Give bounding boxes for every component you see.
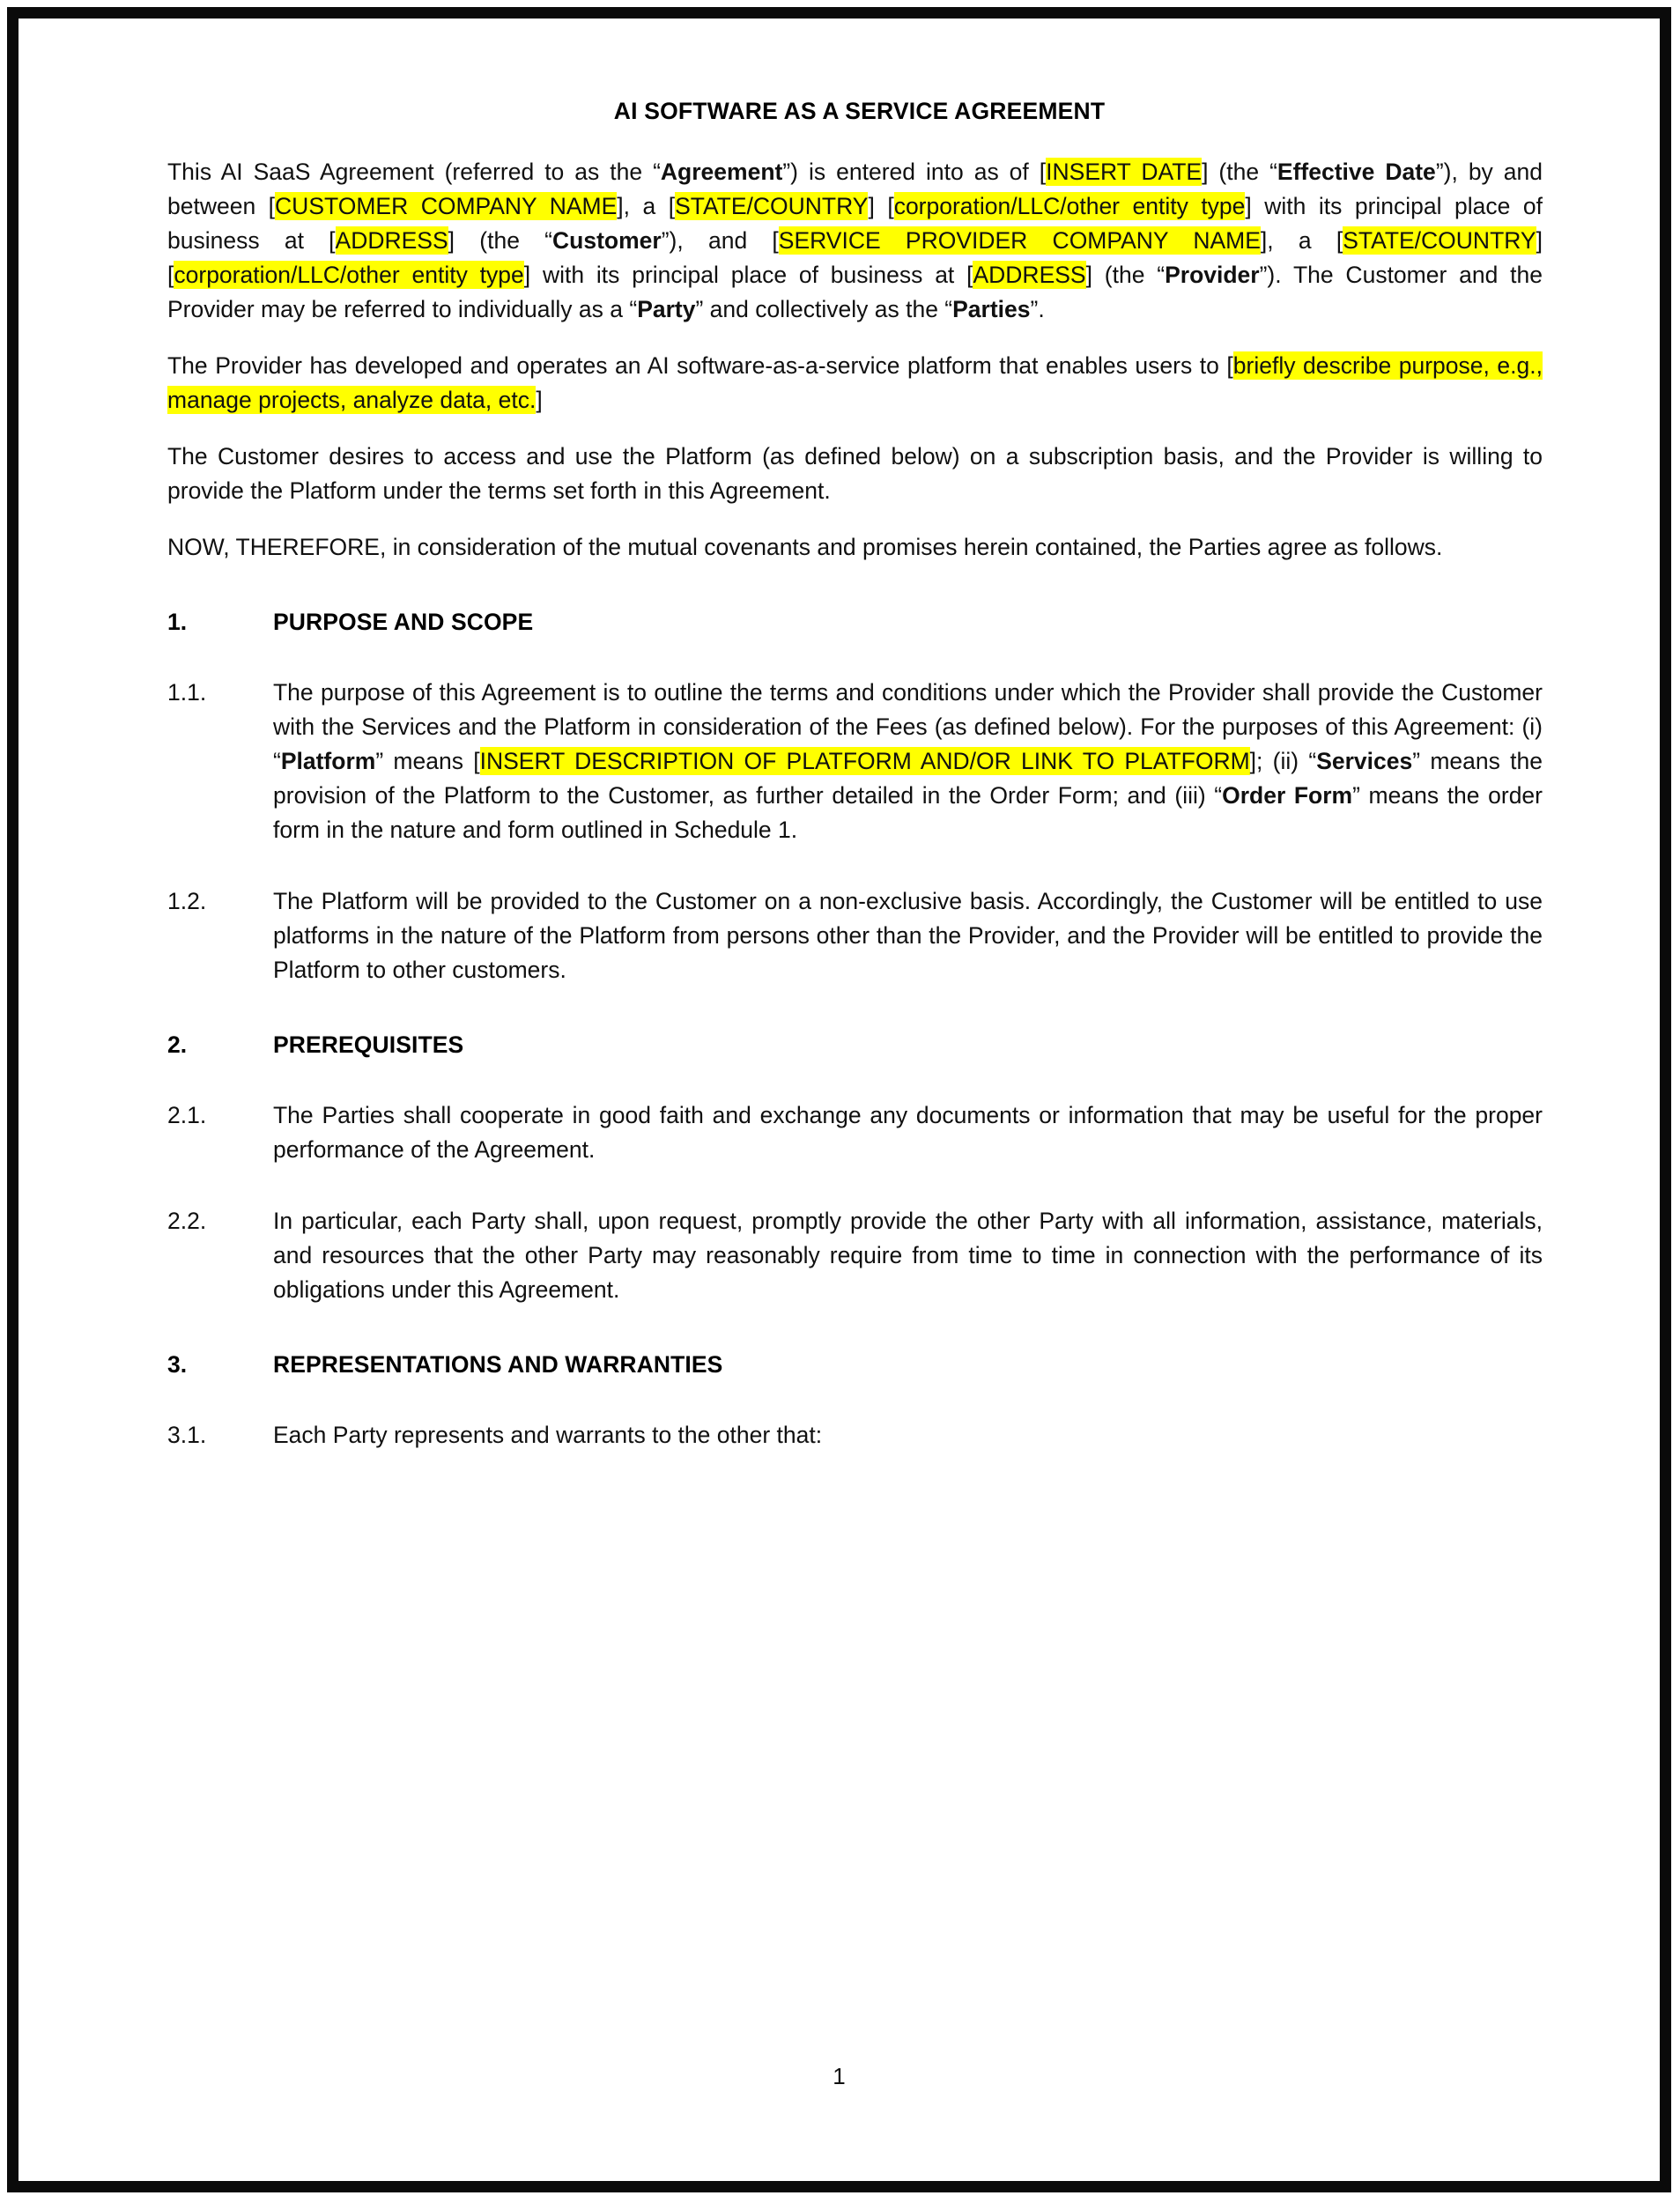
defined-term: Services xyxy=(1316,747,1413,774)
page-title: AI SOFTWARE AS A SERVICE AGREEMENT xyxy=(613,98,1106,124)
document-sheet xyxy=(19,18,1660,2181)
defined-term: Provider xyxy=(1165,261,1260,288)
highlighted-placeholder: CUSTOMER COMPANY NAME xyxy=(275,192,618,219)
platform-description-paragraph xyxy=(167,349,1543,418)
text-run: ] [ xyxy=(167,226,1543,288)
text-run: ”). The Customer and the Provider may be referred to individually as a “ xyxy=(167,261,1543,322)
text-run: ” means [ xyxy=(375,747,480,774)
clause-2-2 xyxy=(167,1204,1543,1307)
defined-term: Party xyxy=(637,295,696,322)
text-run: ”), by and between [ xyxy=(167,159,1543,219)
highlighted-placeholder: INSERT DATE xyxy=(1046,159,1203,185)
text-run: The Provider has developed and operates an AI software-as-a-service platform that enables users to [ xyxy=(167,351,1233,379)
text-run: NOW, THEREFORE, in consideration of the mutual covenants and promises herein contained, the Parties agree as follows. xyxy=(167,533,1443,560)
defined-term: Parties xyxy=(952,295,1031,322)
clause-text xyxy=(273,884,1543,987)
text-run: This AI SaaS Agreement (referred to as the “ xyxy=(167,159,661,185)
section-heading-label: PURPOSE AND SCOPE xyxy=(273,608,534,635)
section-heading-label: PREREQUISITES xyxy=(273,1031,464,1058)
text-run: ] xyxy=(536,386,543,413)
customer-desire-paragraph xyxy=(167,440,1543,508)
clause-text xyxy=(273,1098,1543,1167)
highlighted-placeholder: briefly describe purpose, e.g., manage projects, analyze data, etc. xyxy=(167,351,1543,413)
highlighted-placeholder: STATE/COUNTRY xyxy=(675,192,869,219)
highlighted-placeholder: STATE/COUNTRY xyxy=(1343,226,1536,254)
clause-2-1 xyxy=(167,1098,1543,1167)
text-run: ” means the order form in the nature and form outlined in Schedule 1. xyxy=(273,781,1543,843)
text-run: ”), and [ xyxy=(661,226,779,254)
defined-term: Customer xyxy=(552,226,662,254)
text-run: ] [ xyxy=(868,192,894,219)
section-representations-and-warranties xyxy=(167,1348,1543,1381)
clause-number: 1.2. xyxy=(167,887,207,914)
highlighted-placeholder: corporation/LLC/other entity type xyxy=(174,261,524,288)
text-run: ] (the “ xyxy=(1202,159,1277,185)
text-run: Each Party represents and warrants to the other that: xyxy=(273,1422,823,1449)
text-run: ” and collectively as the “ xyxy=(695,295,953,322)
section-number: 1. xyxy=(167,608,188,635)
text-run: The Platform will be provided to the Customer on a non-exclusive basis. Accordingly, the Customer will be entitled to use platforms in the nature of the Platform from persons other than the Provider, and the Provider will be entitled to provide the Platform to other customers. xyxy=(273,887,1543,983)
text-run: ], a [ xyxy=(617,192,676,219)
clause-1-1 xyxy=(167,676,1543,847)
page-number-footer: 1 xyxy=(833,2063,846,2089)
defined-term: Platform xyxy=(280,747,376,774)
clause-number: 2.2. xyxy=(167,1207,207,1234)
section-number: 3. xyxy=(167,1350,188,1378)
defined-term: Agreement xyxy=(660,159,783,185)
highlighted-placeholder: corporation/LLC/other entity type xyxy=(893,192,1246,219)
clause-number: 3.1. xyxy=(167,1422,207,1449)
text-run: ” means the provision of the Platform to the Customer, as further detailed in the Order Form; and (iii) “ xyxy=(273,747,1543,809)
text-run: The Customer desires to access and use the Platform (as defined below) on a subscription basis, and the Provider is willing to provide the Platform under the terms set forth in this Agreement. xyxy=(167,442,1543,504)
clause-1-2 xyxy=(167,884,1543,987)
clause-number: 1.1. xyxy=(167,678,207,706)
text-run: ”) is entered into as of [ xyxy=(782,159,1047,185)
text-run: ] with its principal place of business at [ xyxy=(523,261,973,288)
defined-term: Effective Date xyxy=(1277,159,1436,185)
defined-term: Order Form xyxy=(1222,781,1353,809)
text-run: ]; (ii) “ xyxy=(1249,747,1317,774)
clause-number: 2.1. xyxy=(167,1102,207,1128)
section-prerequisites xyxy=(167,1028,1543,1061)
text-run: The purpose of this Agreement is to outline the terms and conditions under which the Provider shall provide the Customer with the Services and the Platform in consideration of the Fees (as defined below). For the purposes of this Agreement: (i) “ xyxy=(273,678,1543,774)
preamble-block xyxy=(167,155,1543,565)
parties-paragraph xyxy=(167,155,1543,327)
section-purpose-and-scope xyxy=(167,605,1543,639)
document-body xyxy=(167,98,1543,1453)
clause-text xyxy=(273,1418,1543,1453)
clause-text xyxy=(273,676,1543,847)
text-run: ], a [ xyxy=(1260,226,1343,254)
highlighted-placeholder: INSERT DESCRIPTION OF PLATFORM AND/OR LINK TO PLATFORM xyxy=(479,747,1250,774)
text-run: ] (the “ xyxy=(1085,261,1166,288)
text-run: ] with its principal place of business at [ xyxy=(167,192,1543,254)
section-number: 2. xyxy=(167,1031,188,1058)
sections-block xyxy=(167,605,1543,1453)
clause-3-1 xyxy=(167,1418,1543,1453)
section-heading-label: REPRESENTATIONS AND WARRANTIES xyxy=(273,1350,723,1378)
clause-text xyxy=(273,1204,1543,1307)
text-run: ] (the “ xyxy=(448,226,553,254)
now-therefore-paragraph xyxy=(167,530,1543,565)
text-run: In particular, each Party shall, upon request, promptly provide the other Party with all information, assistance, materials, and resources that the other Party may reasonably require from time to time in connection with the performance of its obligations under this Agreement. xyxy=(273,1207,1543,1303)
text-run: The Parties shall cooperate in good faith and exchange any documents or information that may be useful for the proper performance of the Agreement. xyxy=(273,1102,1543,1163)
highlighted-placeholder: ADDRESS xyxy=(973,261,1086,288)
highlighted-placeholder: ADDRESS xyxy=(335,226,448,254)
highlighted-placeholder: SERVICE PROVIDER COMPANY NAME xyxy=(778,226,1261,254)
text-run: ”. xyxy=(1030,295,1045,322)
